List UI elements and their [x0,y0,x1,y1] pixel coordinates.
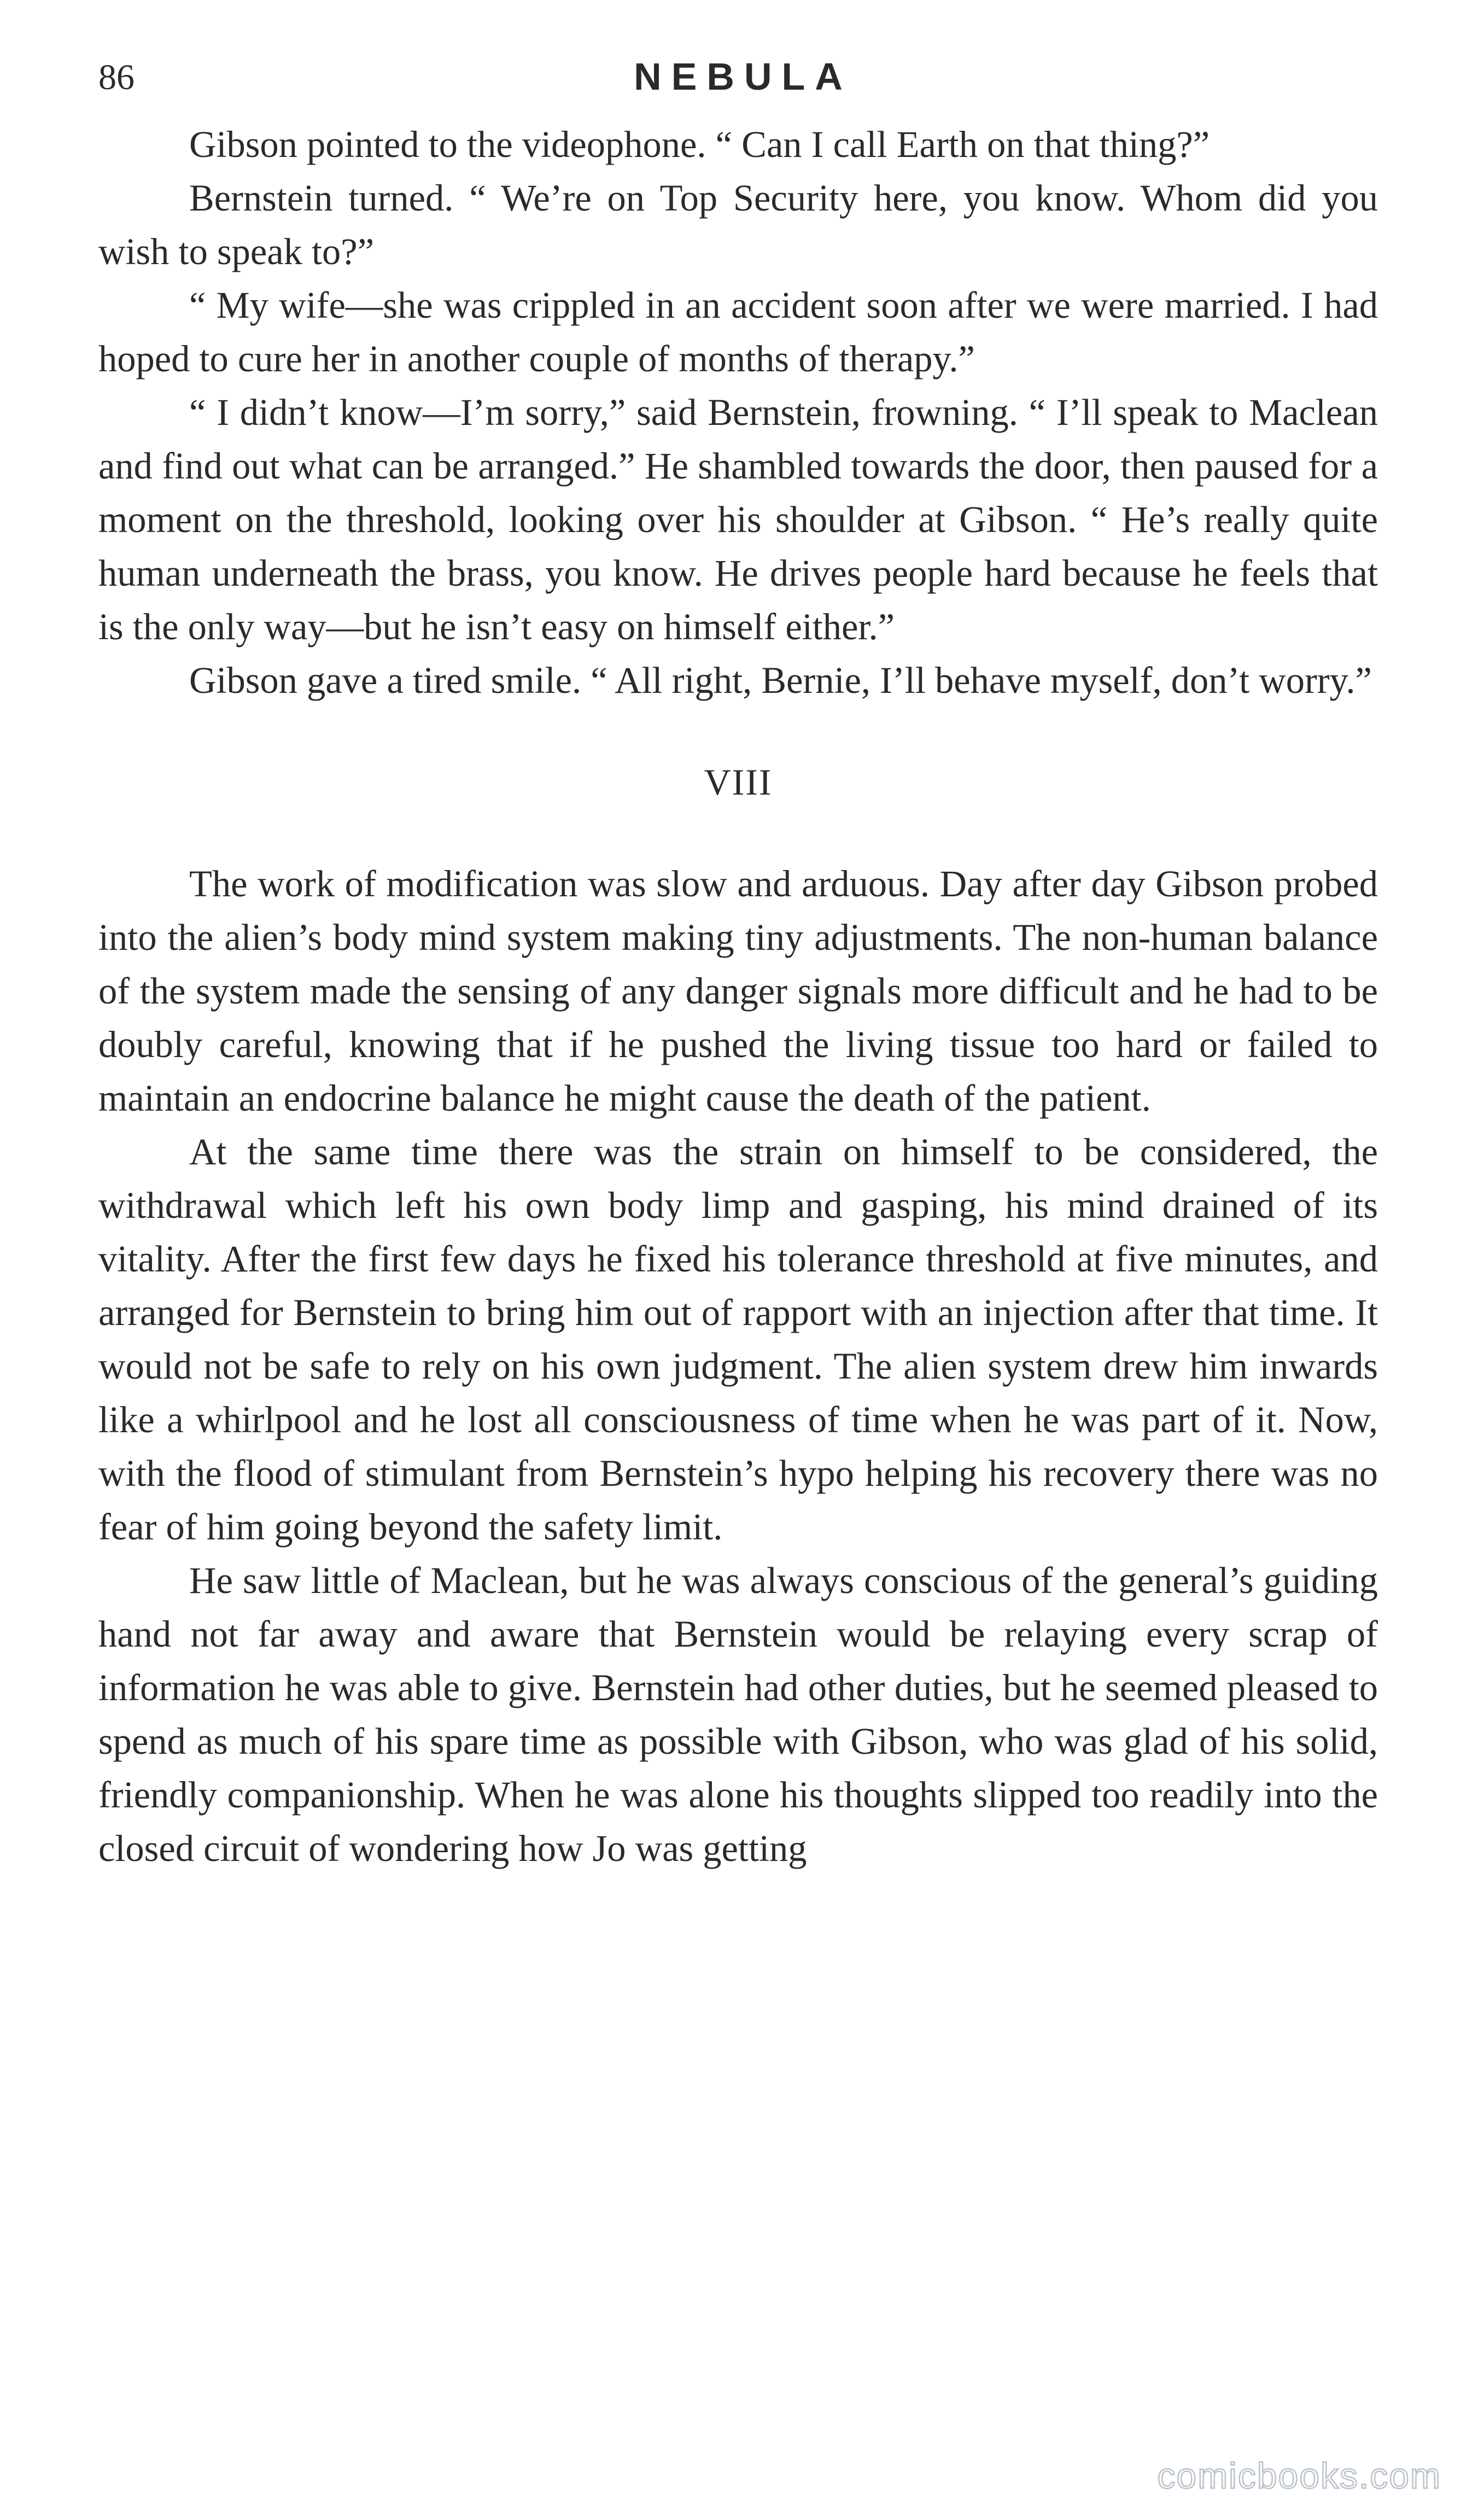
paragraph: At the same time there was the strain on himself to be considered, the withdrawal which left his own body limp and gasping, his mind drained of its vitality. After the first few days he fixed his tolerance threshold at five minutes, and arranged for Bernstein to bring him out of rapport with an injection after that time. It would not be safe to rely on his own judgment. The alien system drew him inwards like a whirlpool and he lost all consciousness of time when he was part of it. Now, with the flood of stimulant from Bernstein’s hypo helping his recovery there was no fear of him going beyond the safety limit. [98,1131,1378,1548]
paragraph: Bernstein turned. “ We’re on Top Security here, you know. Whom did you wish to speak to?” [98,177,1378,272]
watermark: comicbooks.com [1157,2455,1441,2496]
paragraph: He saw little of Maclean, but he was always conscious of the general’s guiding hand not far away and aware that Bernstein would be relaying every scrap of information he was able to give. Bernstein had other duties, but he seemed pleased to spend as much of his spare time as possible with Gibson, who was glad of his solid, friendly companionship. When he was alone his thoughts slipped too readily into the closed circuit of wondering how Jo was getting [98,1560,1378,1869]
paragraph: Gibson gave a tired smile. “ All right, Bernie, I’ll behave myself, don’t worry.” [189,660,1372,701]
book-page [98,52,1378,2469]
paragraph: “ My wife—she was crippled in an accident soon after we were married. I had hoped to cure her in another couple of months of therapy.” [98,284,1378,380]
paragraph: The work of modification was slow and arduous. Day after day Gibson probed into the alien’s body mind system making tiny adjustments. The non-human balance of the system made the sensing of any danger signals more difficult and he had to be doubly careful, knowing that if he pushed the living tissue too hard or failed to maintain an endocrine balance he might cause the death of the patient. [98,863,1378,1119]
page-number: 86 [98,57,135,97]
paragraph: Gibson pointed to the videophone. “ Can I call Earth on that thing?” [189,124,1210,165]
chapter-section-heading: VIII [704,761,773,803]
body-text [98,118,1378,1875]
page-header [98,52,1378,118]
running-title: NEBULA [634,55,852,98]
paragraph: “ I didn’t know—I’m sorry,” said Bernstein, frowning. “ I’ll speak to Maclean and find out what can be arranged.” He shambled towards the door, then paused for a moment on the threshold, looking over his shoulder at Gibson. “ He’s really quite human underneath the brass, you know. He drives people hard because he feels that is the only way—but he isn’t easy on himself either.” [98,392,1378,647]
